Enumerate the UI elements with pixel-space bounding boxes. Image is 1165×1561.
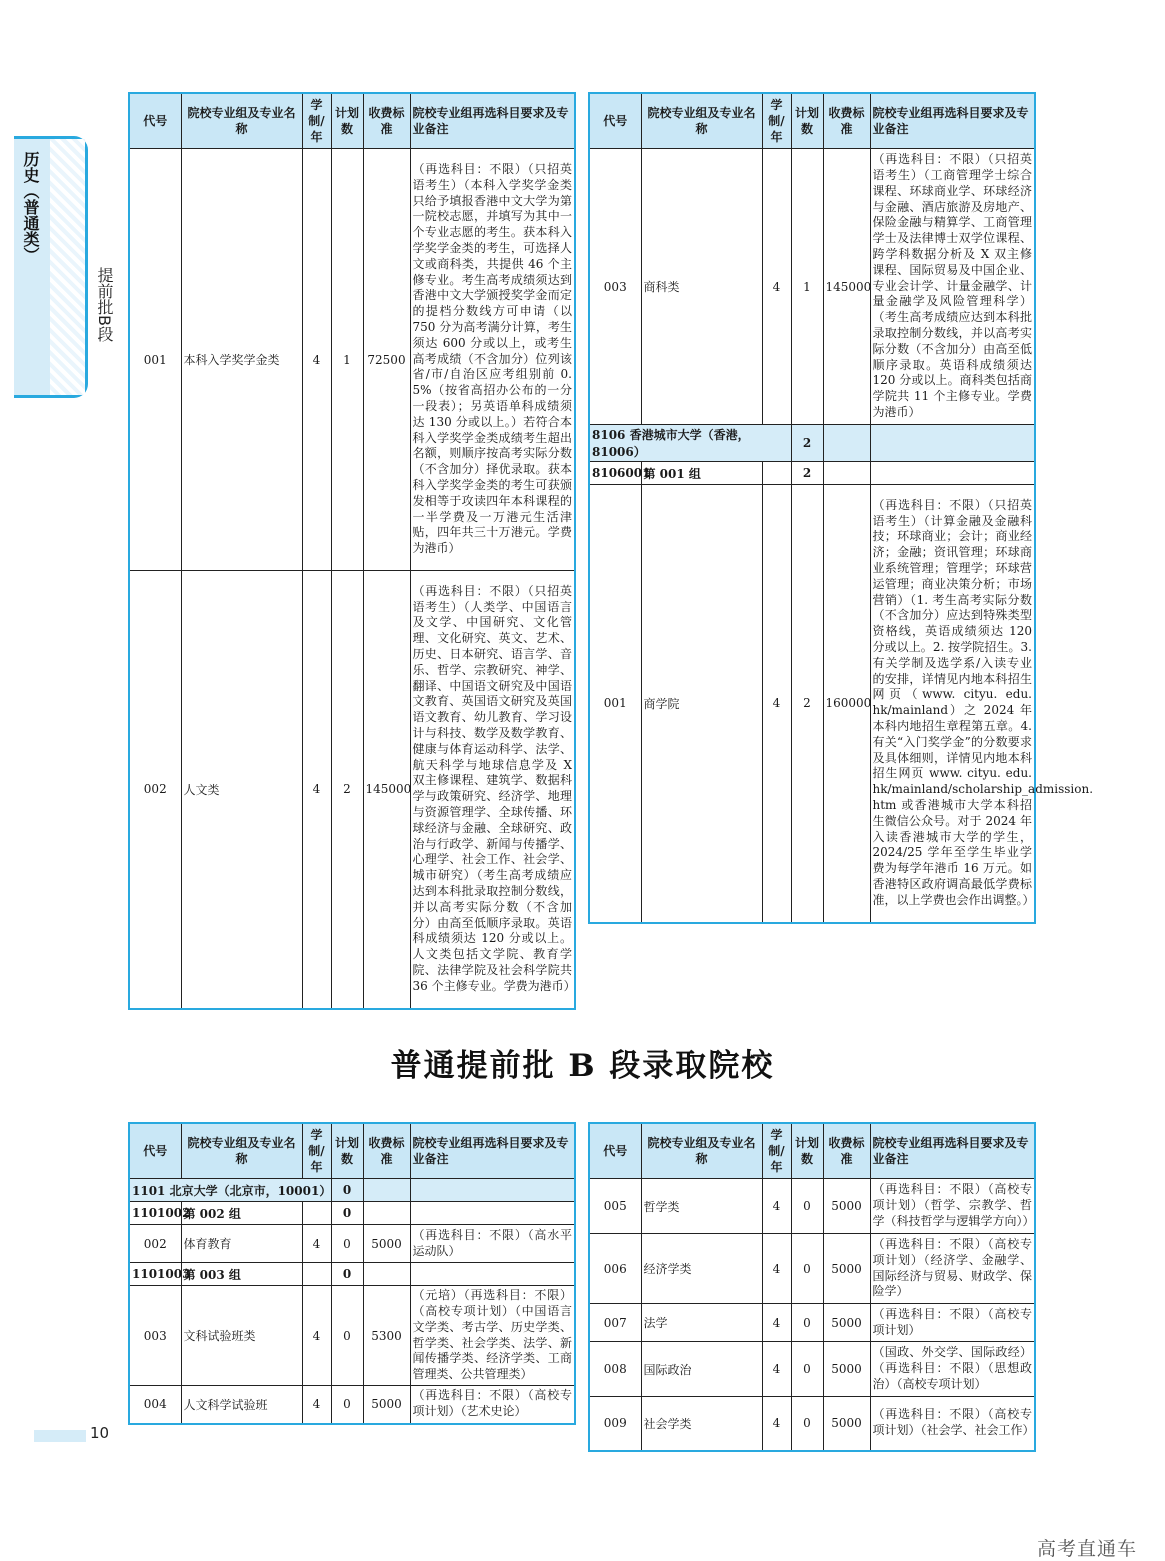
cell-plan: 0 bbox=[791, 1397, 823, 1451]
cell-years: 4 bbox=[762, 1397, 791, 1451]
table-row bbox=[129, 571, 575, 1009]
cell-name: 国际政治 bbox=[641, 1342, 762, 1397]
school-row bbox=[129, 1179, 575, 1202]
group-code: 1101002 bbox=[129, 1202, 181, 1225]
page-number-bar bbox=[34, 1430, 86, 1442]
table-row bbox=[589, 1234, 1035, 1304]
table-row bbox=[589, 1304, 1035, 1342]
group-name: 第 001 组 bbox=[641, 462, 762, 485]
cell-code: 005 bbox=[589, 1179, 641, 1234]
header-note: 院校专业组再选科目要求及专业备注 bbox=[410, 1123, 575, 1179]
cell-code: 006 bbox=[589, 1234, 641, 1304]
group-plan: 2 bbox=[791, 462, 823, 485]
cell-code: 008 bbox=[589, 1342, 641, 1397]
table-row bbox=[129, 1286, 575, 1386]
cell-fee: 5000 bbox=[823, 1342, 870, 1397]
header-note: 院校专业组再选科目要求及专业备注 bbox=[410, 93, 575, 149]
header-plan: 计划数 bbox=[331, 93, 363, 149]
cell-name: 经济学类 bbox=[641, 1234, 762, 1304]
cell-fee: 145000 bbox=[363, 571, 410, 1009]
table-row bbox=[589, 149, 1035, 425]
header-note: 院校专业组再选科目要求及专业备注 bbox=[870, 93, 1035, 149]
cell-plan: 0 bbox=[791, 1179, 823, 1234]
table-row bbox=[589, 1397, 1035, 1451]
group-name: 第 002 组 bbox=[181, 1202, 302, 1225]
cell-years: 4 bbox=[762, 485, 791, 923]
cell-note: （再选科目：不限）（高校专项计划）（哲学、宗教学、哲学（科技哲学与逻辑学方向）） bbox=[870, 1179, 1035, 1234]
cell-code: 003 bbox=[589, 149, 641, 425]
cell-plan: 2 bbox=[791, 485, 823, 923]
cell-plan: 0 bbox=[791, 1234, 823, 1304]
cell-code: 001 bbox=[589, 485, 641, 923]
cell-name: 人文类 bbox=[181, 571, 302, 1009]
group-plan: 0 bbox=[331, 1263, 363, 1286]
cell-fee: 5000 bbox=[363, 1225, 410, 1263]
table-bottom-left bbox=[128, 1122, 576, 1425]
cell-fee: 5000 bbox=[823, 1179, 870, 1234]
cell-years: 4 bbox=[302, 1225, 331, 1263]
cell-fee: 72500 bbox=[363, 149, 410, 571]
header-plan: 计划数 bbox=[331, 1123, 363, 1179]
header-name: 院校专业组及专业名称 bbox=[181, 93, 302, 149]
group-plan: 0 bbox=[331, 1202, 363, 1225]
cell-years: 4 bbox=[762, 149, 791, 425]
cell-years: 4 bbox=[762, 1179, 791, 1234]
cell-name: 文科试验班类 bbox=[181, 1286, 302, 1386]
cell-name: 社会学类 bbox=[641, 1397, 762, 1451]
table-row bbox=[589, 1179, 1035, 1234]
watermark: 高考直通车 bbox=[1036, 1538, 1137, 1560]
cell-note: （再选科目：不限）（高校专项计划）（经济学、金融学、国际经济与贸易、财政学、保险学） bbox=[870, 1234, 1035, 1304]
table-row bbox=[129, 1386, 575, 1424]
group-name: 第 003 组 bbox=[181, 1263, 302, 1286]
cell-code: 002 bbox=[129, 571, 181, 1009]
side-tab-category: 历史（普通类） bbox=[21, 151, 40, 263]
cell-fee: 5000 bbox=[363, 1386, 410, 1424]
cell-fee: 5000 bbox=[823, 1234, 870, 1304]
cell-note: （再选科目：不限）（只招英语考生）（人类学、中国语言及文学、中国研究、文化管理、文化研究、英文、艺术、历史、日本研究、语言学、音乐、哲学、宗教研究、神学、翻译、中国语文研究及中国语文教育、英国语文研究及英国语文教育、幼儿教育、学习设计与科技、数学及数学教育、健康与体育运动科学、法学、航天科学与地球信息学及 X 双主修课程、建筑学、数据科学与政策研究、经济学、地理与资源管理学、全球传播、环球经济与金融、全球研究、政治与行政学、新闻与传播学、心理学、社会工作、社会学、城市研究）（考生高考成绩应达到本科批录取控制分数线，并以高考实际分数（不含加分）由高至低顺序录取。英语科成绩须达 120 分或以上。人文类包括文学院、教育学院、法律学院及社会科学院共 36 个主修专业。学费为港币） bbox=[410, 571, 575, 1009]
table-row bbox=[129, 149, 575, 571]
cell-note: （再选科目：不限）（只招英语考生）（计算金融及金融科技；环球商业；会计；商业经济；金融；资讯管理；环球商业系统管理；管理学；环球营运管理；商业决策分析；市场营销）（1. 考生高考实际分数（不含加分）应达到特殊类型资格线，英语成绩须达 120 分或以上。2. 按学院招生。3. 有关学制及选学系/入读专业的安排，详情见内地本科招生网页（www. cityu. edu. hk/mainland）之 2024 年本科内地招生章程第五章。4. 有关“入门奖学金”的分数要求及具体细则，详情见内地本科招生网页 www. cityu. edu. hk/mainland/scholarship_admission. htm 或香港城市大学本科招生微信公众号。对于 2024 年入读香港城市大学的学生，2024/25 学年至学生毕业学费为每学年港币 16 万元。如香港特区政府调高最低学费标准，以上学费也会作出调整。） bbox=[870, 485, 1035, 923]
cell-years: 4 bbox=[302, 571, 331, 1009]
cell-plan: 1 bbox=[791, 149, 823, 425]
cell-plan: 0 bbox=[331, 1286, 363, 1386]
table-header-row bbox=[129, 93, 575, 149]
header-fee: 收费标准 bbox=[363, 1123, 410, 1179]
cell-plan: 0 bbox=[791, 1342, 823, 1397]
header-code: 代号 bbox=[589, 93, 641, 149]
page-number: 10 bbox=[90, 1424, 110, 1442]
header-years: 学制/年 bbox=[302, 93, 331, 149]
side-tab-category-strip bbox=[14, 139, 50, 395]
group-row bbox=[129, 1202, 575, 1225]
school-plan: 2 bbox=[791, 425, 823, 462]
header-years: 学制/年 bbox=[762, 1123, 791, 1179]
header-name: 院校专业组及专业名称 bbox=[181, 1123, 302, 1179]
header-code: 代号 bbox=[129, 1123, 181, 1179]
header-plan: 计划数 bbox=[791, 1123, 823, 1179]
side-tab-batch: 提前批B段 bbox=[95, 267, 114, 342]
cell-name: 哲学类 bbox=[641, 1179, 762, 1234]
cell-code: 003 bbox=[129, 1286, 181, 1386]
cell-years: 4 bbox=[302, 149, 331, 571]
cell-plan: 2 bbox=[331, 571, 363, 1009]
cell-code: 009 bbox=[589, 1397, 641, 1451]
cell-plan: 1 bbox=[331, 149, 363, 571]
cell-code: 007 bbox=[589, 1304, 641, 1342]
cell-note: （元培）（再选科目：不限）（高校专项计划）（中国语言文学类、考古学、历史学类、哲学类、社会学类、法学、新闻传播学类、经济学类、工商管理类、公共管理类） bbox=[410, 1286, 575, 1386]
cell-note: （再选科目：不限）（高水平运动队） bbox=[410, 1225, 575, 1263]
school-label: 1101 北京大学（北京市，10001） bbox=[129, 1179, 331, 1202]
section-title: 普通提前批 B 段录取院校 bbox=[390, 1048, 775, 1084]
cell-fee: 145000 bbox=[823, 149, 870, 425]
cell-name: 体育教育 bbox=[181, 1225, 302, 1263]
header-note: 院校专业组再选科目要求及专业备注 bbox=[870, 1123, 1035, 1179]
cell-note: （再选科目：不限）（高校专项计划）（艺术史论） bbox=[410, 1386, 575, 1424]
header-fee: 收费标准 bbox=[823, 1123, 870, 1179]
table-row bbox=[129, 1225, 575, 1263]
side-tab bbox=[14, 136, 114, 398]
cell-note: （再选科目：不限）（高校专项计划）（社会学、社会工作） bbox=[870, 1397, 1035, 1451]
cell-code: 004 bbox=[129, 1386, 181, 1424]
cell-fee: 5300 bbox=[363, 1286, 410, 1386]
header-name: 院校专业组及专业名称 bbox=[641, 93, 762, 149]
cell-fee: 5000 bbox=[823, 1304, 870, 1342]
cell-years: 4 bbox=[762, 1342, 791, 1397]
cell-name: 人文科学试验班 bbox=[181, 1386, 302, 1424]
cell-note: （再选科目：不限）（只招英语考生）（本科入学奖学金类只给予填报香港中文大学为第一院校志愿，并填写为其中一个专业志愿的考生。获本科入学奖学金类的考生，可选择人文或商科类，共提供 46 个主修专业。考生高考成绩须达到香港中文大学颁授奖学金而定的提档分数线方可申请（以 750 分为高考满分计算，考生须达 600 分或以上，或考生高考成绩（不含加分）位列该省/市/自治区应考组别前 0. 5%（按省高招办公布的一分一段表）；另英语单科成绩须达 130 分或以上。）若符合本科入学奖学金类成绩考生超出名额，则顺序按高考实际分数（不含加分）择优录取。获本科入学奖学金类的考生可获颁发相等于攻读四年本科课程的一半学费及一万港元生活津贴，四年共三十万港元。学费为港币） bbox=[410, 149, 575, 571]
cell-years: 4 bbox=[302, 1286, 331, 1386]
school-row bbox=[589, 425, 1035, 462]
header-years: 学制/年 bbox=[762, 93, 791, 149]
cell-name: 商科类 bbox=[641, 149, 762, 425]
cell-fee: 160000 bbox=[823, 485, 870, 923]
group-code: 1101003 bbox=[129, 1263, 181, 1286]
header-fee: 收费标准 bbox=[823, 93, 870, 149]
group-code: 8106001 bbox=[589, 462, 641, 485]
table-header-row bbox=[589, 1123, 1035, 1179]
cell-plan: 0 bbox=[791, 1304, 823, 1342]
header-plan: 计划数 bbox=[791, 93, 823, 149]
school-plan: 0 bbox=[331, 1179, 363, 1202]
header-code: 代号 bbox=[589, 1123, 641, 1179]
table-header-row bbox=[129, 1123, 575, 1179]
header-code: 代号 bbox=[129, 93, 181, 149]
cell-note: （再选科目：不限）（高校专项计划） bbox=[870, 1304, 1035, 1342]
cell-name: 法学 bbox=[641, 1304, 762, 1342]
cell-years: 4 bbox=[762, 1234, 791, 1304]
school-label: 8106 香港城市大学（香港，81006） bbox=[589, 425, 791, 462]
header-name: 院校专业组及专业名称 bbox=[641, 1123, 762, 1179]
group-row bbox=[129, 1263, 575, 1286]
cell-plan: 0 bbox=[331, 1225, 363, 1263]
table-header-row bbox=[589, 93, 1035, 149]
group-row bbox=[589, 462, 1035, 485]
table-row bbox=[589, 1342, 1035, 1397]
cell-years: 4 bbox=[762, 1304, 791, 1342]
side-tab-batch-strip bbox=[50, 139, 114, 395]
header-fee: 收费标准 bbox=[363, 93, 410, 149]
table-bottom-right bbox=[588, 1122, 1036, 1452]
cell-note: （再选科目：不限）（只招英语考生）（工商管理学士综合课程、环球商业学、环球经济与金融、酒店旅游及房地产、保险金融与精算学、工商管理学士及法律博士双学位课程、跨学科数据分析及 X 双主修课程、国际贸易及中国企业、专业会计学、计量金融学、计量金融学及风险管理科学）（考生高考成绩应达到本科批录取控制分数线，并以高考实际分数（不含加分）由高至低顺序录取。英语科成绩须达 120 分或以上。商科类包括商学院共 11 个主修专业。学费为港币） bbox=[870, 149, 1035, 425]
cell-years: 4 bbox=[302, 1386, 331, 1424]
table-top-right bbox=[588, 92, 1094, 924]
cell-code: 002 bbox=[129, 1225, 181, 1263]
table-row bbox=[589, 485, 1035, 923]
cell-code: 001 bbox=[129, 149, 181, 571]
cell-name: 商学院 bbox=[641, 485, 762, 923]
header-years: 学制/年 bbox=[302, 1123, 331, 1179]
table-top-left bbox=[128, 92, 576, 1010]
cell-name: 本科入学奖学金类 bbox=[181, 149, 302, 571]
cell-fee: 5000 bbox=[823, 1397, 870, 1451]
cell-plan: 0 bbox=[331, 1386, 363, 1424]
cell-note: （国政、外交学、国际政经）（再选科目：不限）（思想政治）（高校专项计划） bbox=[870, 1342, 1035, 1397]
